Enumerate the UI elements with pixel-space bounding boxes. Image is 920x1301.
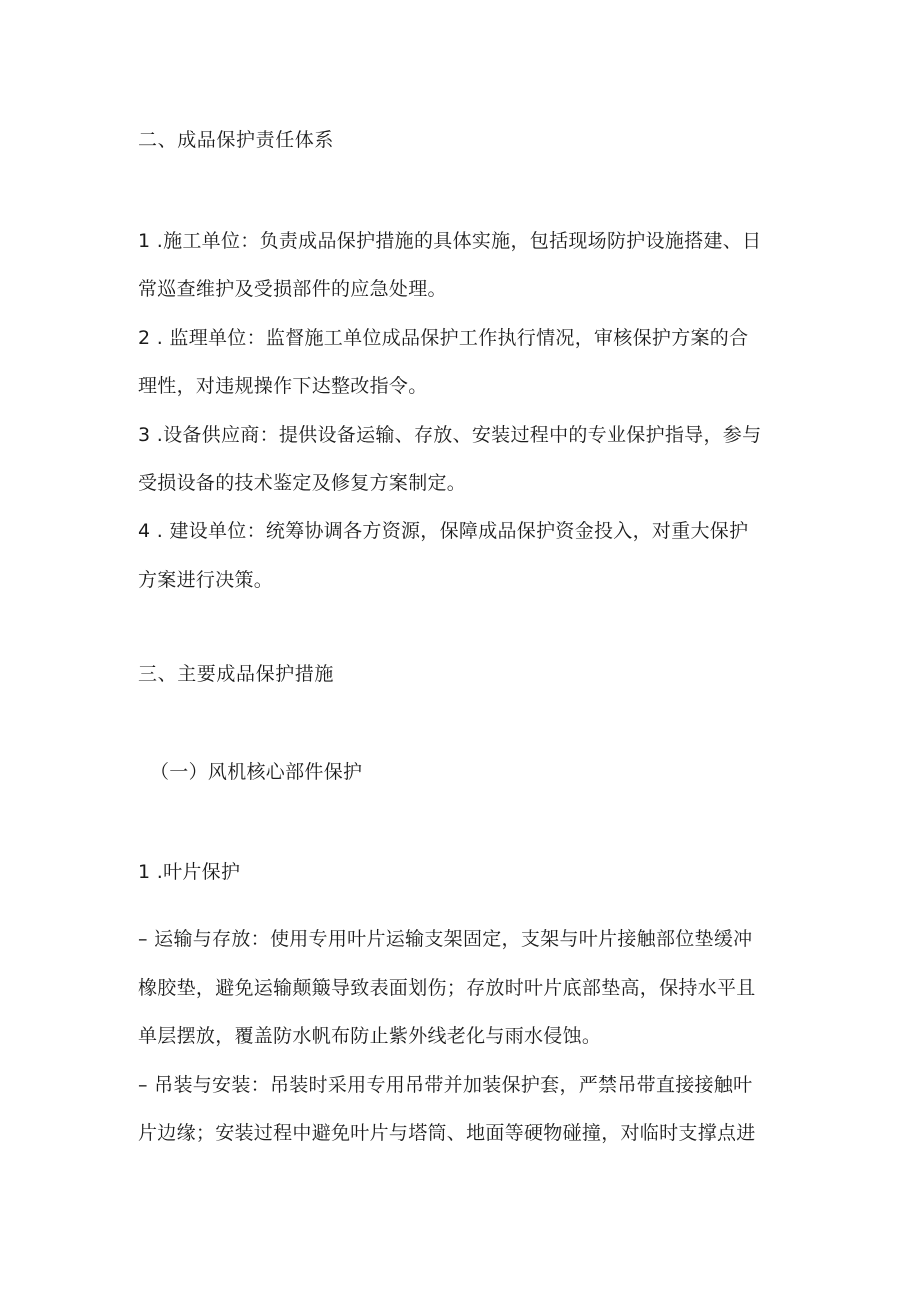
bullet-2-line-2: 片边缘；安装过程中避免叶片与塔筒、地面等硬物碰撞，对临时支撑点进: [138, 1122, 756, 1144]
item-4-line-2: 方案进行决策。: [138, 569, 274, 591]
item-4-line-1: 4 . 建设单位：统筹协调各方资源，保障成品保护资金投入，对重大保护: [138, 520, 749, 542]
item-3-line-2: 受损设备的技术鉴定及修复方案制定。: [138, 472, 467, 494]
bullet-2-line-1: – 吊装与安装：吊装时采用专用吊带并加装保护套，严禁吊带直接接触叶: [138, 1074, 753, 1096]
item-2-line-2: 理性，对违规操作下达整改指令。: [138, 375, 428, 397]
bullet-1-line-2: 橡胶垫，避免运输颠簸导致表面划伤；存放时叶片底部垫高，保持水平且: [138, 977, 756, 999]
item-title-blade-protection: 1 .叶片保护: [138, 861, 241, 883]
item-2-line-1: 2 . 监理单位：监督施工单位成品保护工作执行情况，审核保护方案的合: [138, 327, 749, 349]
section-three-heading: 三、主要成品保护措施: [138, 663, 335, 685]
subsection-heading: （一）风机核心部件保护: [150, 761, 363, 783]
section-two-heading: 二、成品保护责任体系: [138, 129, 335, 151]
item-1-line-2: 常巡查维护及受损部件的应急处理。: [138, 278, 447, 300]
item-3-line-1: 3 .设备供应商：提供设备运输、存放、安装过程中的专业保护指导，参与: [138, 424, 762, 446]
bullet-1-line-1: – 运输与存放：使用专用叶片运输支架固定，支架与叶片接触部位垫缓冲: [138, 928, 753, 950]
item-1-line-1: 1 .施工单位：负责成品保护措施的具体实施，包括现场防护设施搭建、日: [138, 230, 762, 252]
bullet-1-line-3: 单层摆放，覆盖防水帆布防止紫外线老化与雨水侵蚀。: [138, 1025, 602, 1047]
